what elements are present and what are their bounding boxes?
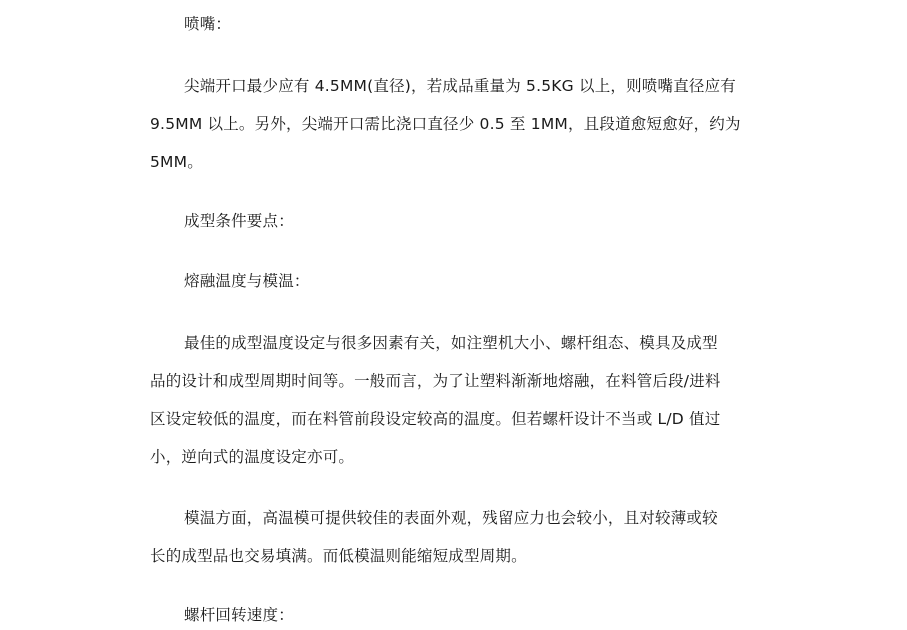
heading-nozzle: 喷嘴： xyxy=(184,15,232,33)
paragraph-line: 最佳的成型温度设定与很多因素有关，如注塑机大小、螺杆组态、模具及成型 xyxy=(184,334,718,352)
heading-conditions: 成型条件要点： xyxy=(184,212,294,230)
paragraph-line: 区设定较低的温度，而在料管前段设定较高的温度。但若螺杆设计不当或 L/D 值过 xyxy=(150,410,721,428)
paragraph-line: 模温方面，高温模可提供较佳的表面外观，残留应力也会较小，且对较薄或较 xyxy=(184,509,718,527)
heading-temperature: 熔融温度与模温： xyxy=(184,272,310,290)
paragraph-line: 尖端开口最少应有 4.5MM(直径)，若成品重量为 5.5KG 以上，则喷嘴直径应有 xyxy=(184,77,736,95)
paragraph-line: 小，逆向式的温度设定亦可。 xyxy=(150,448,355,466)
paragraph-line: 5MM。 xyxy=(150,153,203,171)
paragraph-line: 长的成型品也交易填满。而低模温则能缩短成型周期。 xyxy=(150,547,527,565)
paragraph-line: 9.5MM 以上。另外，尖端开口需比浇口直径少 0.5 至 1MM，且段道愈短愈好，约为 xyxy=(150,115,741,133)
heading-screw-speed: 螺杆回转速度： xyxy=(184,606,294,624)
paragraph-line: 品的设计和成型周期时间等。一般而言，为了让塑料渐渐地熔融，在料管后段/进料 xyxy=(150,372,721,390)
